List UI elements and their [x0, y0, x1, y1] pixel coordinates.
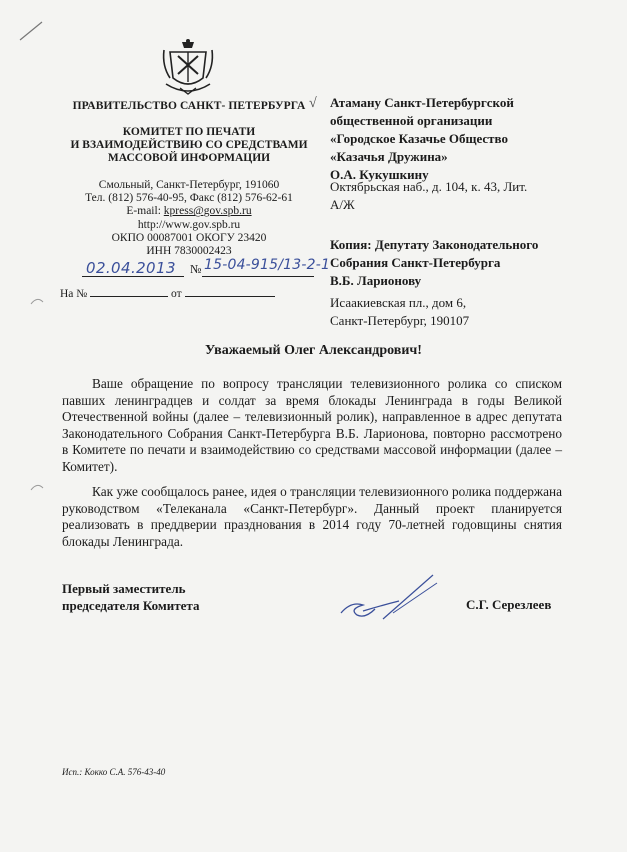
signer-name: С.Г. Серезлеев [466, 597, 552, 612]
website-link[interactable]: http://www.gov.spb.ru [137, 218, 241, 231]
copy-name: В.Б. Ларионову [330, 273, 422, 288]
registration-number: 15-04-915/13-2-1 [204, 257, 331, 273]
copy-to-block [330, 236, 590, 290]
copy-line: Собрания Санкт-Петербурга [330, 255, 501, 270]
government-title: ПРАВИТЕЛЬСТВО САНКТ- ПЕТЕРБУРГА [72, 100, 306, 112]
registration-date: 02.04.2013 [86, 259, 176, 277]
committee-line: И ВЗАИМОДЕЙСТВИЮ СО СРЕДСТВАМИ [70, 139, 308, 151]
postal-address: Смольный, Санкт-Петербург, 191060 [98, 179, 280, 191]
email-link[interactable]: kpress@gov.spb.ru [163, 205, 252, 218]
number-sign: № [190, 262, 202, 276]
address-line: А/Ж [330, 197, 355, 212]
recipient-line: Атаману Санкт-Петербургской [330, 95, 514, 110]
na-label: На № [60, 288, 88, 300]
recipient-name: О.А. Кукушкину [330, 167, 429, 182]
reference-line [60, 288, 275, 300]
signature-mark [333, 573, 443, 623]
recipient-block [330, 94, 570, 184]
committee-title [60, 126, 318, 165]
phone-fax: Тел. (812) 576-40-95, Факс (812) 576-62-61 [85, 192, 293, 205]
punch-hole-icon [30, 482, 44, 492]
na-blank [90, 296, 168, 297]
copy-line: Копия: Депутату Законодательного [330, 237, 539, 252]
email-line [60, 205, 318, 218]
executor-note: Исп.: Кокко С.А. 576-43-40 [62, 767, 166, 777]
committee-line: КОМИТЕТ ПО ПЕЧАТИ [122, 126, 256, 138]
committee-line: МАССОВОЙ ИНФОРМАЦИИ [107, 152, 271, 164]
ot-label: от [171, 288, 182, 300]
greeting: Уважаемый Олег Александрович! [205, 343, 422, 358]
paragraph: Ваше обращение по вопросу трансляции телевизионного ролика со списком павших ленинградцев и солдат за время блокады Ленинграда в годы Великой Отечественной войны (далее – телевизионный ролик), направленное в адрес депутата Законодательного Собрания Санкт-Петербурга В.Б. Ларионова, повторно рассмотрено в Комитете по печати и взаимодействию со средствами массовой информации (далее – Комитет). [62, 376, 562, 474]
recipient-address [330, 178, 590, 214]
address-line: Санкт-Петербург, 190107 [330, 313, 470, 328]
recipient-line: «Городское Казачье Общество [330, 131, 508, 146]
contact-block [60, 179, 318, 258]
recipient-line: «Казачья Дружина» [330, 149, 448, 164]
punch-hole-icon [30, 296, 44, 306]
paragraph: Как уже сообщалось ранее, идея о трансляции телевизионного ролика поддержана руководством «Телеканала «Санкт-Петербург». Данный проект планируется реализовать в преддверии празднования в 2014 году 70-летней годовщины снятия блокады Ленинграда. [62, 484, 562, 549]
okpo-okogu: ОКПО 00087001 ОКОГУ 23420 [111, 231, 267, 244]
address-line: Октябрьская наб., д. 104, к. 43, Лит. [330, 179, 528, 194]
email-label: E-mail: [126, 205, 164, 218]
recipient-line: общественной организации [330, 113, 493, 128]
inn: ИНН 7830002423 [146, 245, 232, 258]
copy-address [330, 294, 590, 330]
ot-blank [185, 296, 275, 297]
position-line: Первый заместитель [62, 581, 186, 596]
coat-of-arms-icon [160, 38, 216, 98]
address-line: Исаакиевская пл., дом 6, [330, 295, 467, 310]
position-line: председателя Комитета [62, 598, 200, 613]
signer-position [62, 580, 282, 614]
checkmark-icon: √ [309, 96, 317, 111]
date-underline [82, 276, 184, 277]
pen-mark-icon [18, 20, 44, 42]
number-underline [202, 276, 314, 277]
